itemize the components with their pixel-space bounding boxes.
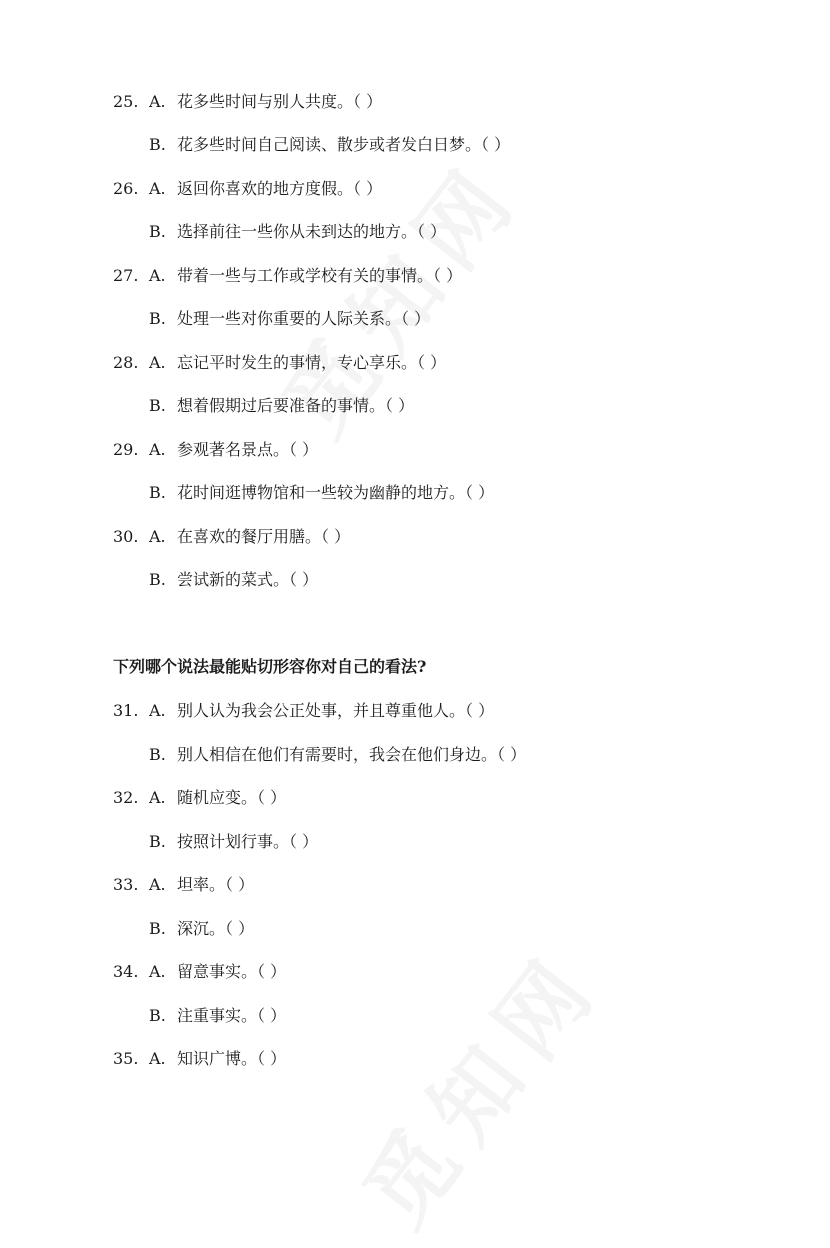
option-letter: B. xyxy=(149,396,166,415)
option-text: 花多些时间与别人共度。（ ） xyxy=(177,92,383,111)
question-31-option-a xyxy=(113,698,494,724)
option-text: 注重事实。（ ） xyxy=(177,1006,287,1025)
option-letter: A. xyxy=(149,527,166,546)
option-letter: A. xyxy=(149,440,166,459)
watermark xyxy=(330,839,675,1238)
question-35-option-a xyxy=(113,1046,286,1072)
question-number: 25. xyxy=(113,92,139,111)
question-33-option-a xyxy=(113,872,254,898)
option-text: 随机应变。（ ） xyxy=(177,788,287,807)
option-letter: A. xyxy=(149,701,166,720)
option-text: 选择前往一些你从未到达的地方。（ ） xyxy=(177,222,447,241)
question-26-option-b xyxy=(149,219,446,245)
option-letter: B. xyxy=(149,309,166,328)
question-28-option-b xyxy=(149,393,414,419)
question-31-option-b xyxy=(149,742,526,768)
option-text: 花时间逛博物馆和一些较为幽静的地方。（ ） xyxy=(177,483,495,502)
question-number: 34. xyxy=(113,962,139,981)
option-letter: A. xyxy=(149,179,166,198)
question-32-option-b xyxy=(149,829,318,855)
section-heading: 下列哪个说法最能贴切形容你对自己的看法? xyxy=(113,657,427,676)
question-25-option-a xyxy=(113,89,382,115)
question-30-option-a xyxy=(113,524,350,550)
option-letter: A. xyxy=(149,353,166,372)
option-letter: A. xyxy=(149,875,166,894)
question-25-option-b xyxy=(149,132,510,158)
question-30-option-b xyxy=(149,567,318,593)
option-letter: B. xyxy=(149,570,166,589)
option-text: 别人认为我会公正处事，并且尊重他人。（ ） xyxy=(177,701,495,720)
question-27-option-a xyxy=(113,263,462,289)
option-text: 坦率。（ ） xyxy=(177,875,255,894)
question-number: 32. xyxy=(113,788,139,807)
option-letter: B. xyxy=(149,919,166,938)
question-34-option-b xyxy=(149,1003,286,1029)
question-26-option-a xyxy=(113,176,382,202)
question-number: 28. xyxy=(113,353,139,372)
option-text: 带着一些与工作或学校有关的事情。（ ） xyxy=(177,266,463,285)
question-number: 33. xyxy=(113,875,139,894)
option-text: 留意事实。（ ） xyxy=(177,962,287,981)
option-letter: A. xyxy=(149,1049,166,1068)
question-27-option-b xyxy=(149,306,430,332)
option-letter: A. xyxy=(149,962,166,981)
question-number: 26. xyxy=(113,179,139,198)
option-letter: B. xyxy=(149,1006,166,1025)
option-letter: A. xyxy=(149,788,166,807)
option-text: 别人相信在他们有需要时，我会在他们身边。（ ） xyxy=(177,745,527,764)
option-letter: A. xyxy=(149,92,166,111)
question-number: 30. xyxy=(113,527,139,546)
option-text: 忘记平时发生的事情，专心享乐。（ ） xyxy=(177,353,447,372)
option-letter: B. xyxy=(149,832,166,851)
question-number: 31. xyxy=(113,701,139,720)
option-letter: B. xyxy=(149,483,166,502)
question-34-option-a xyxy=(113,959,286,985)
option-text: 按照计划行事。（ ） xyxy=(177,832,319,851)
option-letter: A. xyxy=(149,266,166,285)
question-number: 27. xyxy=(113,266,139,285)
option-text: 花多些时间自己阅读、散步或者发白日梦。（ ） xyxy=(177,135,511,154)
question-33-option-b xyxy=(149,916,254,942)
option-letter: B. xyxy=(149,222,166,241)
option-letter: B. xyxy=(149,745,166,764)
question-number: 29. xyxy=(113,440,139,459)
option-text: 深沉。（ ） xyxy=(177,919,255,938)
question-number: 35. xyxy=(113,1049,139,1068)
option-text: 尝试新的菜式。（ ） xyxy=(177,570,319,589)
option-text: 知识广博。（ ） xyxy=(177,1049,287,1068)
option-letter: B. xyxy=(149,135,166,154)
question-32-option-a xyxy=(113,785,286,811)
option-text: 在喜欢的餐厅用膳。（ ） xyxy=(177,527,351,546)
option-text: 返回你喜欢的地方度假。（ ） xyxy=(177,179,383,198)
question-29-option-a xyxy=(113,437,318,463)
question-29-option-b xyxy=(149,480,494,506)
option-text: 想着假期过后要准备的事情。（ ） xyxy=(177,396,415,415)
option-text: 参观著名景点。（ ） xyxy=(177,440,319,459)
question-28-option-a xyxy=(113,350,446,376)
option-text: 处理一些对你重要的人际关系。（ ） xyxy=(177,309,431,328)
